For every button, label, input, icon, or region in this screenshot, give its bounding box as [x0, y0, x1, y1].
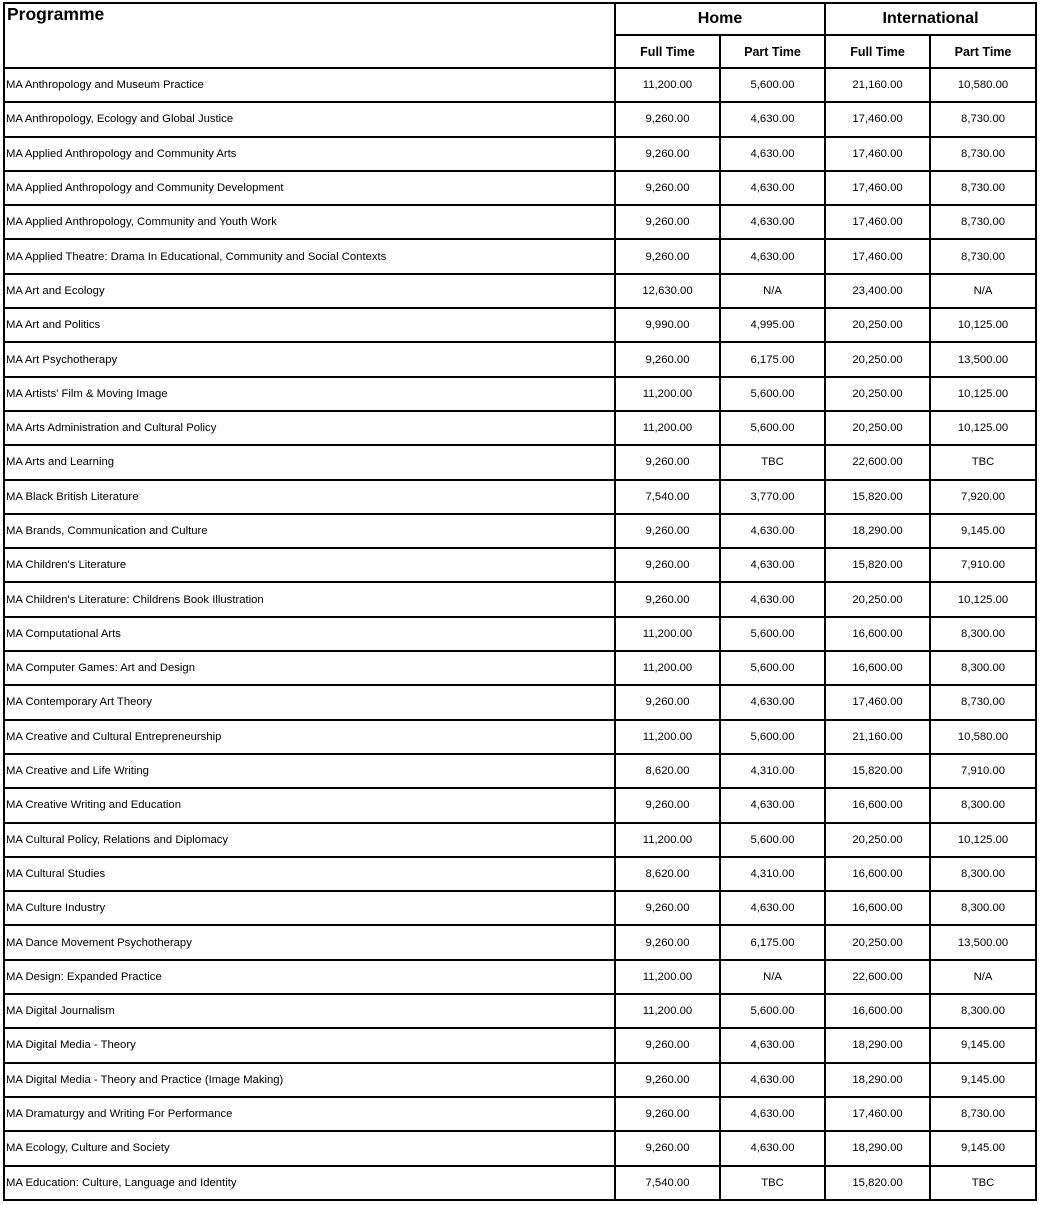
programme-name: MA Arts and Learning: [4, 445, 615, 479]
table-row: [4, 960, 1036, 994]
home-part-time-fee: 4,630.00: [720, 891, 825, 925]
home-full-time-fee: 11,200.00: [615, 720, 720, 754]
programme-name: MA Cultural Policy, Relations and Diplomacy: [4, 823, 615, 857]
international-full-time-fee: 20,250.00: [825, 342, 930, 376]
home-part-time-fee: N/A: [720, 960, 825, 994]
home-part-time-fee: 4,995.00: [720, 308, 825, 342]
home-part-time-fee: 5,600.00: [720, 68, 825, 102]
home-part-time-fee: 5,600.00: [720, 720, 825, 754]
home-part-time-fee: 3,770.00: [720, 480, 825, 514]
international-full-time-fee: 16,600.00: [825, 651, 930, 685]
home-full-time-fee: 9,260.00: [615, 1063, 720, 1097]
home-full-time-fee: 9,260.00: [615, 1097, 720, 1131]
international-part-time-fee: 8,730.00: [930, 137, 1036, 171]
programme-name: MA Computational Arts: [4, 617, 615, 651]
home-full-time-fee: 11,200.00: [615, 960, 720, 994]
international-part-time-fee: 8,730.00: [930, 171, 1036, 205]
international-part-time-fee: 10,125.00: [930, 308, 1036, 342]
table-row: [4, 720, 1036, 754]
home-part-time-fee: 4,310.00: [720, 857, 825, 891]
international-part-time-fee: 8,300.00: [930, 788, 1036, 822]
international-part-time-fee: 9,145.00: [930, 1028, 1036, 1062]
table-row: [4, 342, 1036, 376]
table-row: [4, 1131, 1036, 1165]
header-row-groups: [4, 3, 1036, 35]
international-full-time-fee: 17,460.00: [825, 205, 930, 239]
international-part-time-fee: 7,910.00: [930, 548, 1036, 582]
programme-name: MA Anthropology, Ecology and Global Justice: [4, 102, 615, 136]
home-part-time-fee: N/A: [720, 274, 825, 308]
home-full-time-fee: 9,260.00: [615, 1028, 720, 1062]
home-part-time-fee: TBC: [720, 445, 825, 479]
international-full-time-fee: 20,250.00: [825, 925, 930, 959]
international-full-time-fee: 16,600.00: [825, 891, 930, 925]
international-header: International: [825, 3, 1036, 35]
programme-name: MA Black British Literature: [4, 480, 615, 514]
international-part-time-fee: 8,730.00: [930, 1097, 1036, 1131]
international-full-time-fee: 20,250.00: [825, 377, 930, 411]
home-part-time-fee: 4,630.00: [720, 239, 825, 273]
international-part-time-fee: 8,300.00: [930, 891, 1036, 925]
home-part-time-header: Part Time: [720, 35, 825, 68]
home-full-time-fee: 9,260.00: [615, 514, 720, 548]
international-part-time-fee: 10,125.00: [930, 377, 1036, 411]
table-row: [4, 274, 1036, 308]
international-full-time-header: Full Time: [825, 35, 930, 68]
international-full-time-fee: 18,290.00: [825, 1063, 930, 1097]
home-full-time-fee: 9,260.00: [615, 925, 720, 959]
programme-name: MA Artists' Film & Moving Image: [4, 377, 615, 411]
programme-name: MA Ecology, Culture and Society: [4, 1131, 615, 1165]
home-part-time-fee: 4,630.00: [720, 514, 825, 548]
programme-name: MA Culture Industry: [4, 891, 615, 925]
home-part-time-fee: 4,630.00: [720, 137, 825, 171]
fees-table: [3, 2, 1037, 1201]
international-part-time-fee: N/A: [930, 274, 1036, 308]
table-row: [4, 548, 1036, 582]
home-part-time-fee: 4,630.00: [720, 1063, 825, 1097]
international-full-time-fee: 20,250.00: [825, 308, 930, 342]
table-row: [4, 308, 1036, 342]
international-full-time-fee: 22,600.00: [825, 445, 930, 479]
home-full-time-fee: 9,260.00: [615, 1131, 720, 1165]
home-full-time-fee: 9,260.00: [615, 239, 720, 273]
international-full-time-fee: 17,460.00: [825, 239, 930, 273]
programme-name: MA Children's Literature: Childrens Book Illustration: [4, 582, 615, 616]
home-part-time-fee: 4,310.00: [720, 754, 825, 788]
programme-name: MA Children's Literature: [4, 548, 615, 582]
international-part-time-fee: 10,580.00: [930, 68, 1036, 102]
table-row: [4, 137, 1036, 171]
home-part-time-fee: TBC: [720, 1166, 825, 1200]
international-part-time-fee: TBC: [930, 445, 1036, 479]
home-full-time-fee: 11,200.00: [615, 617, 720, 651]
table-row: [4, 1028, 1036, 1062]
home-full-time-fee: 9,260.00: [615, 685, 720, 719]
home-full-time-fee: 11,200.00: [615, 994, 720, 1028]
table-row: [4, 891, 1036, 925]
home-part-time-fee: 4,630.00: [720, 1097, 825, 1131]
international-full-time-fee: 17,460.00: [825, 1097, 930, 1131]
programme-name: MA Anthropology and Museum Practice: [4, 68, 615, 102]
international-full-time-fee: 16,600.00: [825, 788, 930, 822]
home-full-time-fee: 9,990.00: [615, 308, 720, 342]
international-part-time-fee: 9,145.00: [930, 1131, 1036, 1165]
table-row: [4, 754, 1036, 788]
home-full-time-fee: 9,260.00: [615, 342, 720, 376]
home-full-time-fee: 9,260.00: [615, 445, 720, 479]
home-full-time-fee: 9,260.00: [615, 137, 720, 171]
table-row: [4, 445, 1036, 479]
home-full-time-fee: 11,200.00: [615, 411, 720, 445]
table-row: [4, 171, 1036, 205]
home-part-time-fee: 5,600.00: [720, 994, 825, 1028]
home-part-time-fee: 4,630.00: [720, 582, 825, 616]
home-header: Home: [615, 3, 825, 35]
home-full-time-header: Full Time: [615, 35, 720, 68]
home-part-time-fee: 5,600.00: [720, 411, 825, 445]
programme-name: MA Dance Movement Psychotherapy: [4, 925, 615, 959]
home-full-time-fee: 12,630.00: [615, 274, 720, 308]
home-full-time-fee: 9,260.00: [615, 171, 720, 205]
international-full-time-fee: 20,250.00: [825, 823, 930, 857]
international-full-time-fee: 16,600.00: [825, 617, 930, 651]
home-part-time-fee: 6,175.00: [720, 342, 825, 376]
table-row: [4, 1166, 1036, 1200]
international-full-time-fee: 18,290.00: [825, 514, 930, 548]
international-part-time-fee: 8,730.00: [930, 685, 1036, 719]
table-row: [4, 685, 1036, 719]
international-full-time-fee: 15,820.00: [825, 754, 930, 788]
programme-name: MA Digital Media - Theory and Practice (Image Making): [4, 1063, 615, 1097]
home-part-time-fee: 4,630.00: [720, 171, 825, 205]
home-part-time-fee: 5,600.00: [720, 617, 825, 651]
table-row: [4, 239, 1036, 273]
home-part-time-fee: 6,175.00: [720, 925, 825, 959]
home-full-time-fee: 8,620.00: [615, 754, 720, 788]
home-part-time-fee: 4,630.00: [720, 1028, 825, 1062]
international-full-time-fee: 22,600.00: [825, 960, 930, 994]
international-part-time-fee: 13,500.00: [930, 342, 1036, 376]
home-full-time-fee: 7,540.00: [615, 480, 720, 514]
programme-name: MA Cultural Studies: [4, 857, 615, 891]
programme-name: MA Computer Games: Art and Design: [4, 651, 615, 685]
table-row: [4, 102, 1036, 136]
home-part-time-fee: 4,630.00: [720, 788, 825, 822]
international-full-time-fee: 16,600.00: [825, 857, 930, 891]
table-row: [4, 377, 1036, 411]
international-full-time-fee: 17,460.00: [825, 102, 930, 136]
international-full-time-fee: 21,160.00: [825, 720, 930, 754]
programme-name: MA Art and Politics: [4, 308, 615, 342]
international-full-time-fee: 17,460.00: [825, 171, 930, 205]
home-part-time-fee: 4,630.00: [720, 1131, 825, 1165]
home-full-time-fee: 11,200.00: [615, 68, 720, 102]
international-full-time-fee: 16,600.00: [825, 994, 930, 1028]
home-part-time-fee: 5,600.00: [720, 377, 825, 411]
table-row: [4, 205, 1036, 239]
table-row: [4, 994, 1036, 1028]
table-row: [4, 617, 1036, 651]
international-part-time-fee: 10,580.00: [930, 720, 1036, 754]
fees-table-frame: [3, 2, 1037, 1205]
international-part-time-fee: 10,125.00: [930, 823, 1036, 857]
home-full-time-fee: 9,260.00: [615, 205, 720, 239]
international-full-time-fee: 21,160.00: [825, 68, 930, 102]
programme-name: MA Design: Expanded Practice: [4, 960, 615, 994]
international-part-time-fee: 9,145.00: [930, 1063, 1036, 1097]
table-row: [4, 68, 1036, 102]
international-part-time-fee: 8,300.00: [930, 651, 1036, 685]
home-full-time-fee: 7,540.00: [615, 1166, 720, 1200]
international-part-time-fee: 8,730.00: [930, 205, 1036, 239]
international-part-time-fee: TBC: [930, 1166, 1036, 1200]
programme-name: MA Art Psychotherapy: [4, 342, 615, 376]
international-part-time-fee: 13,500.00: [930, 925, 1036, 959]
table-row: [4, 857, 1036, 891]
international-full-time-fee: 17,460.00: [825, 685, 930, 719]
programme-name: MA Digital Media - Theory: [4, 1028, 615, 1062]
international-part-time-header: Part Time: [930, 35, 1036, 68]
home-part-time-fee: 4,630.00: [720, 685, 825, 719]
international-full-time-fee: 18,290.00: [825, 1028, 930, 1062]
table-row: [4, 925, 1036, 959]
programme-name: MA Arts Administration and Cultural Policy: [4, 411, 615, 445]
programme-name: MA Digital Journalism: [4, 994, 615, 1028]
international-part-time-fee: 7,910.00: [930, 754, 1036, 788]
international-part-time-fee: 8,730.00: [930, 102, 1036, 136]
programme-name: MA Creative and Life Writing: [4, 754, 615, 788]
table-row: [4, 514, 1036, 548]
programme-header: Programme: [4, 3, 615, 68]
international-full-time-fee: 15,820.00: [825, 548, 930, 582]
table-row: [4, 823, 1036, 857]
international-full-time-fee: 23,400.00: [825, 274, 930, 308]
table-row: [4, 480, 1036, 514]
programme-name: MA Creative and Cultural Entrepreneurship: [4, 720, 615, 754]
home-part-time-fee: 4,630.00: [720, 548, 825, 582]
international-part-time-fee: 8,300.00: [930, 857, 1036, 891]
international-part-time-fee: 8,300.00: [930, 994, 1036, 1028]
international-part-time-fee: N/A: [930, 960, 1036, 994]
table-row: [4, 582, 1036, 616]
programme-name: MA Applied Anthropology, Community and Youth Work: [4, 205, 615, 239]
home-full-time-fee: 9,260.00: [615, 891, 720, 925]
home-full-time-fee: 11,200.00: [615, 377, 720, 411]
international-full-time-fee: 17,460.00: [825, 137, 930, 171]
international-part-time-fee: 9,145.00: [930, 514, 1036, 548]
programme-name: MA Education: Culture, Language and Identity: [4, 1166, 615, 1200]
table-row: [4, 411, 1036, 445]
table-row: [4, 651, 1036, 685]
home-part-time-fee: 4,630.00: [720, 205, 825, 239]
home-part-time-fee: 5,600.00: [720, 823, 825, 857]
programme-name: MA Art and Ecology: [4, 274, 615, 308]
international-full-time-fee: 20,250.00: [825, 411, 930, 445]
home-full-time-fee: 9,260.00: [615, 582, 720, 616]
programme-name: MA Applied Anthropology and Community Development: [4, 171, 615, 205]
programme-name: MA Applied Theatre: Drama In Educational, Community and Social Contexts: [4, 239, 615, 273]
fees-table-body: [4, 68, 1036, 1200]
home-full-time-fee: 11,200.00: [615, 651, 720, 685]
home-full-time-fee: 11,200.00: [615, 823, 720, 857]
international-part-time-fee: 8,300.00: [930, 617, 1036, 651]
international-part-time-fee: 7,920.00: [930, 480, 1036, 514]
programme-name: MA Applied Anthropology and Community Arts: [4, 137, 615, 171]
home-full-time-fee: 9,260.00: [615, 788, 720, 822]
international-full-time-fee: 15,820.00: [825, 1166, 930, 1200]
home-full-time-fee: 9,260.00: [615, 548, 720, 582]
international-full-time-fee: 20,250.00: [825, 582, 930, 616]
home-part-time-fee: 4,630.00: [720, 102, 825, 136]
programme-name: MA Brands, Communication and Culture: [4, 514, 615, 548]
table-row: [4, 788, 1036, 822]
international-full-time-fee: 18,290.00: [825, 1131, 930, 1165]
home-part-time-fee: 5,600.00: [720, 651, 825, 685]
programme-name: MA Dramaturgy and Writing For Performance: [4, 1097, 615, 1131]
programme-name: MA Contemporary Art Theory: [4, 685, 615, 719]
international-part-time-fee: 8,730.00: [930, 239, 1036, 273]
international-full-time-fee: 15,820.00: [825, 480, 930, 514]
table-row: [4, 1063, 1036, 1097]
international-part-time-fee: 10,125.00: [930, 411, 1036, 445]
home-full-time-fee: 8,620.00: [615, 857, 720, 891]
programme-name: MA Creative Writing and Education: [4, 788, 615, 822]
home-full-time-fee: 9,260.00: [615, 102, 720, 136]
table-row: [4, 1097, 1036, 1131]
international-part-time-fee: 10,125.00: [930, 582, 1036, 616]
